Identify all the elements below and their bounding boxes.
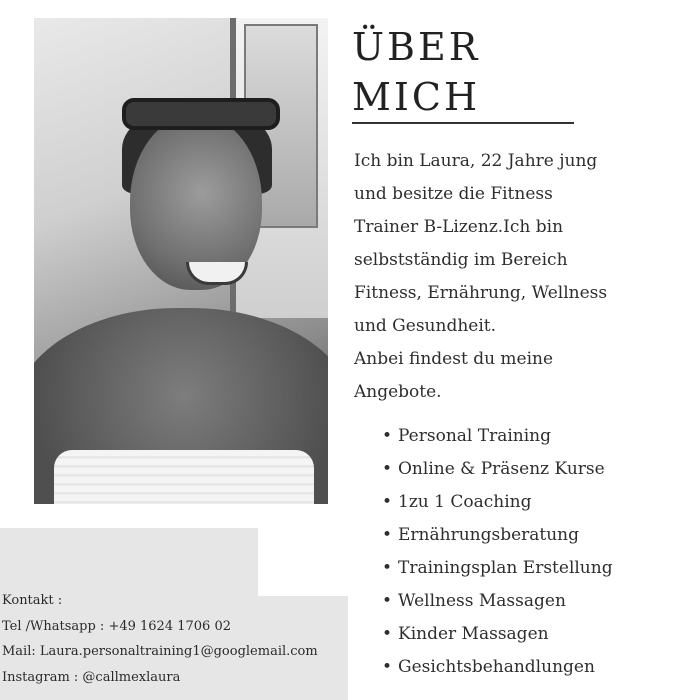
offer-label: Ernährungsberatung bbox=[398, 525, 580, 545]
bullet-icon: • bbox=[382, 624, 393, 644]
offer-label: Trainingsplan Erstellung bbox=[398, 558, 613, 578]
list-item bbox=[382, 486, 613, 519]
offer-label: Online & Präsenz Kurse bbox=[398, 459, 605, 479]
title-line-2: MICH bbox=[352, 75, 481, 119]
intro-line: Fitness, Ernährung, Wellness bbox=[354, 283, 608, 303]
contact-instagram[interactable]: Instagram : @callmexlaura bbox=[2, 669, 181, 685]
profile-photo bbox=[34, 18, 328, 504]
contact-phone[interactable]: Tel /Whatsapp : +49 1624 1706 02 bbox=[2, 618, 231, 634]
offer-label: Kinder Massagen bbox=[398, 624, 549, 644]
bullet-icon: • bbox=[382, 459, 393, 479]
intro-line: Angebote. bbox=[354, 382, 442, 402]
page-title bbox=[352, 22, 480, 122]
intro-line: Ich bin Laura, 22 Jahre jung bbox=[354, 151, 598, 171]
intro-line: und besitze die Fitness bbox=[354, 184, 553, 204]
bullet-icon: • bbox=[382, 426, 393, 446]
intro-line: Anbei findest du meine bbox=[354, 349, 554, 369]
title-divider bbox=[352, 122, 574, 124]
offer-label: Wellness Massagen bbox=[398, 591, 566, 611]
intro-line: und Gesundheit. bbox=[354, 316, 497, 336]
bullet-icon: • bbox=[382, 558, 393, 578]
offer-label: 1zu 1 Coaching bbox=[398, 492, 532, 512]
list-item bbox=[382, 552, 613, 585]
title-line-1: ÜBER bbox=[352, 25, 481, 69]
list-item bbox=[382, 651, 613, 684]
photo-top bbox=[54, 450, 314, 504]
list-item bbox=[382, 519, 613, 552]
contact-block bbox=[2, 588, 318, 690]
intro-line: selbstständig im Bereich bbox=[354, 250, 568, 270]
contact-heading: Kontakt : bbox=[2, 593, 63, 608]
offer-label: Gesichtsbehandlungen bbox=[398, 657, 595, 677]
bullet-icon: • bbox=[382, 657, 393, 677]
list-item bbox=[382, 585, 613, 618]
offer-label: Personal Training bbox=[398, 426, 551, 446]
list-item bbox=[382, 618, 613, 651]
intro-text bbox=[354, 145, 654, 409]
intro-line: Trainer B-Lizenz.Ich bin bbox=[354, 217, 564, 237]
bullet-icon: • bbox=[382, 591, 393, 611]
contact-email[interactable]: Mail: Laura.personaltraining1@googlemail.com bbox=[2, 644, 318, 659]
bullet-icon: • bbox=[382, 525, 393, 545]
list-item bbox=[382, 453, 613, 486]
offers-list bbox=[382, 420, 613, 684]
bullet-icon: • bbox=[382, 492, 393, 512]
list-item bbox=[382, 420, 613, 453]
photo-sunglasses bbox=[122, 98, 280, 130]
